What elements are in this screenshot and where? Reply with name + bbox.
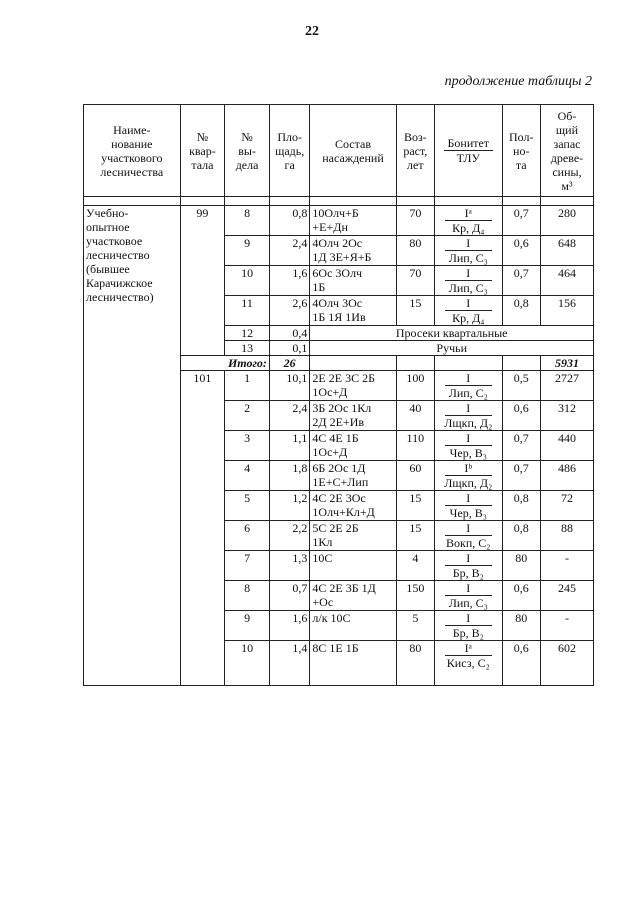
density-cell: 80 xyxy=(502,611,540,641)
note-cell: Ручьи xyxy=(310,341,594,356)
quarter-cell: 101 xyxy=(180,371,225,686)
site-type: Чер, В₃ xyxy=(449,446,487,460)
density-cell: 0,7 xyxy=(502,431,540,461)
site-type: Лип, С₃ xyxy=(448,596,488,610)
header-density: Пол- но- та xyxy=(502,105,540,197)
bonitet-cell xyxy=(435,236,503,266)
forest-inventory-table xyxy=(83,104,594,686)
bonitet-cell xyxy=(435,296,503,326)
site-type: Бр, В₂ xyxy=(452,626,484,640)
stock-cell: 280 xyxy=(540,206,593,236)
area-cell: 2,2 xyxy=(269,521,310,551)
section-cell: 6 xyxy=(225,521,270,551)
composition-cell: 2Е 2Е 3С 2Б 1Ос+Д xyxy=(310,371,396,401)
stock-cell: - xyxy=(540,611,593,641)
composition-cell: 4Олч 2Ос 1Д 3Е+Я+Б xyxy=(310,236,396,266)
note-cell: Просеки квартальные xyxy=(310,326,594,341)
area-cell: 1,1 xyxy=(269,431,310,461)
composition-cell: 4С 2Е 3Б 1Д +Ос xyxy=(310,581,396,611)
age-cell: 15 xyxy=(396,521,434,551)
site-type: Кисз, С₂ xyxy=(446,656,490,670)
density-cell: 0,8 xyxy=(502,491,540,521)
density-cell: 0,7 xyxy=(502,266,540,296)
bonitet-class: I xyxy=(445,491,492,506)
stock-cell: 440 xyxy=(540,431,593,461)
section-cell: 4 xyxy=(225,461,270,491)
density-cell: 0,5 xyxy=(502,371,540,401)
section-cell: 1 xyxy=(225,371,270,401)
composition-cell: 5С 2Е 2Б 1Кл xyxy=(310,521,396,551)
density-cell: 0,7 xyxy=(502,206,540,236)
bonitet-class: I xyxy=(445,266,492,281)
stock-cell: 245 xyxy=(540,581,593,611)
site-type: Лип, С₂ xyxy=(448,386,488,400)
stock-cell: 312 xyxy=(540,401,593,431)
stock-cell: - xyxy=(540,551,593,581)
composition-cell: 8С 1Е 1Б xyxy=(310,641,396,686)
bonitet-class: Iᵃ xyxy=(445,206,492,221)
section-cell: 9 xyxy=(225,611,270,641)
age-cell: 40 xyxy=(396,401,434,431)
area-cell: 1,8 xyxy=(269,461,310,491)
age-cell: 15 xyxy=(396,296,434,326)
bonitet-class: I xyxy=(445,401,492,416)
empty-cell xyxy=(435,356,503,371)
header-quarter: № квар- тала xyxy=(180,105,225,197)
section-cell: 8 xyxy=(225,206,270,236)
age-cell: 150 xyxy=(396,581,434,611)
bonitet-cell xyxy=(435,461,503,491)
composition-cell: 3Б 2Ос 1Кл 2Д 2Е+Ив xyxy=(310,401,396,431)
header-area: Пло- щадь, га xyxy=(269,105,310,197)
header-bonitet: Бонитет ТЛУ xyxy=(435,105,503,197)
density-cell: 0,6 xyxy=(502,641,540,686)
age-cell: 110 xyxy=(396,431,434,461)
stock-cell: 88 xyxy=(540,521,593,551)
section-cell: 7 xyxy=(225,551,270,581)
density-cell: 0,8 xyxy=(502,296,540,326)
bonitet-cell xyxy=(435,521,503,551)
stock-cell: 486 xyxy=(540,461,593,491)
stock-cell: 648 xyxy=(540,236,593,266)
section-cell: 12 xyxy=(225,326,270,341)
area-cell: 2,4 xyxy=(269,236,310,266)
density-cell: 0,6 xyxy=(502,581,540,611)
bonitet-cell xyxy=(435,611,503,641)
composition-cell: 4С 4Е 1Б 1Ос+Д xyxy=(310,431,396,461)
bonitet-cell xyxy=(435,641,503,686)
stock-cell: 2727 xyxy=(540,371,593,401)
header-row xyxy=(84,105,594,197)
stock-cell: 156 xyxy=(540,296,593,326)
site-type: Лип, С₃ xyxy=(448,281,488,295)
header-age: Воз- раст, лет xyxy=(396,105,434,197)
age-cell: 60 xyxy=(396,461,434,491)
bonitet-cell xyxy=(435,431,503,461)
density-cell: 0,8 xyxy=(502,521,540,551)
section-cell: 5 xyxy=(225,491,270,521)
bonitet-class: I xyxy=(445,551,492,566)
stock-cell: 72 xyxy=(540,491,593,521)
area-cell: 1,3 xyxy=(269,551,310,581)
total-stock-cell: 5931 xyxy=(540,356,593,371)
bonitet-cell xyxy=(435,206,503,236)
header-composition: Состав насаждений xyxy=(310,105,396,197)
bonitet-cell xyxy=(435,266,503,296)
area-cell: 0,8 xyxy=(269,206,310,236)
age-cell: 80 xyxy=(396,236,434,266)
section-cell: 13 xyxy=(225,341,270,356)
composition-cell: 6Б 2Ос 1Д 1Е+С+Лип xyxy=(310,461,396,491)
site-type: Кр, Д₄ xyxy=(452,311,485,325)
age-cell: 80 xyxy=(396,641,434,686)
bonitet-class: I xyxy=(445,431,492,446)
header-stock: Об- щий запас древе- сины, м³ xyxy=(540,105,593,197)
header-section: № вы- дела xyxy=(225,105,270,197)
area-cell: 10,1 xyxy=(269,371,310,401)
bonitet-cell xyxy=(435,491,503,521)
bonitet-class: I xyxy=(445,611,492,626)
section-cell: 10 xyxy=(225,266,270,296)
stock-cell: 602 xyxy=(540,641,593,686)
bonitet-class: Iᵇ xyxy=(445,461,492,476)
density-cell: 0,6 xyxy=(502,401,540,431)
total-area-cell: 26 xyxy=(269,356,310,371)
page-number: 22 xyxy=(305,24,319,39)
age-cell: 5 xyxy=(396,611,434,641)
area-cell: 2,4 xyxy=(269,401,310,431)
area-cell: 1,6 xyxy=(269,266,310,296)
area-cell: 1,6 xyxy=(269,611,310,641)
bonitet-class: I xyxy=(445,296,492,311)
header-forestry: Наиме- нование участкового лесничества xyxy=(84,105,181,197)
site-type: Вокп, С₂ xyxy=(446,536,491,550)
site-type: Бр, В₂ xyxy=(452,566,484,580)
composition-cell: л/к 10С xyxy=(310,611,396,641)
age-cell: 4 xyxy=(396,551,434,581)
age-cell: 15 xyxy=(396,491,434,521)
age-cell: 70 xyxy=(396,266,434,296)
spacer-row xyxy=(84,197,594,206)
age-cell: 70 xyxy=(396,206,434,236)
area-cell: 2,6 xyxy=(269,296,310,326)
quarter-cell: 99 xyxy=(180,206,225,356)
composition-cell: 4Олч 3Ос 1Б 1Я 1Ив xyxy=(310,296,396,326)
section-cell: 3 xyxy=(225,431,270,461)
area-cell: 0,4 xyxy=(269,326,310,341)
bonitet-class: I xyxy=(445,236,492,251)
section-cell: 9 xyxy=(225,236,270,266)
table-continuation-caption: продолжение таблицы 2 xyxy=(444,74,592,89)
density-cell: 0,6 xyxy=(502,236,540,266)
site-type: Лип, С₃ xyxy=(448,251,488,265)
section-cell: 8 xyxy=(225,581,270,611)
composition-cell: 10Олч+Б +Е+Дн xyxy=(310,206,396,236)
age-cell: 100 xyxy=(396,371,434,401)
area-cell: 0,1 xyxy=(269,341,310,356)
bonitet-class: I xyxy=(445,581,492,596)
bonitet-cell xyxy=(435,371,503,401)
bonitet-class: I xyxy=(445,521,492,536)
table-row xyxy=(84,206,594,236)
site-type: Лщкп, Д₂ xyxy=(444,416,493,430)
site-type: Лщкп, Д₂ xyxy=(444,476,493,490)
stock-cell: 464 xyxy=(540,266,593,296)
area-cell: 0,7 xyxy=(269,581,310,611)
section-cell: 10 xyxy=(225,641,270,686)
composition-cell: 10С xyxy=(310,551,396,581)
empty-cell xyxy=(502,356,540,371)
site-type: Кр, Д₄ xyxy=(452,221,485,235)
forestry-name-cell: Учебно- опытное участковое лесничество (бывшее Карачижское лесничество) xyxy=(84,206,181,686)
bonitet-cell xyxy=(435,581,503,611)
composition-cell: 4С 2Е 3Ос 1Олч+Кл+Д xyxy=(310,491,396,521)
total-label-cell: Итого: xyxy=(180,356,269,371)
composition-cell: 6Ос 3Олч 1Б xyxy=(310,266,396,296)
density-cell: 0,7 xyxy=(502,461,540,491)
section-cell: 11 xyxy=(225,296,270,326)
bonitet-class: I xyxy=(445,371,492,386)
empty-cell xyxy=(396,356,434,371)
density-cell: 80 xyxy=(502,551,540,581)
area-cell: 1,4 xyxy=(269,641,310,686)
empty-cell xyxy=(310,356,396,371)
site-type: Чер, В₃ xyxy=(449,506,487,520)
area-cell: 1,2 xyxy=(269,491,310,521)
bonitet-cell xyxy=(435,401,503,431)
bonitet-cell xyxy=(435,551,503,581)
section-cell: 2 xyxy=(225,401,270,431)
bonitet-class: Iᵃ xyxy=(445,641,492,656)
